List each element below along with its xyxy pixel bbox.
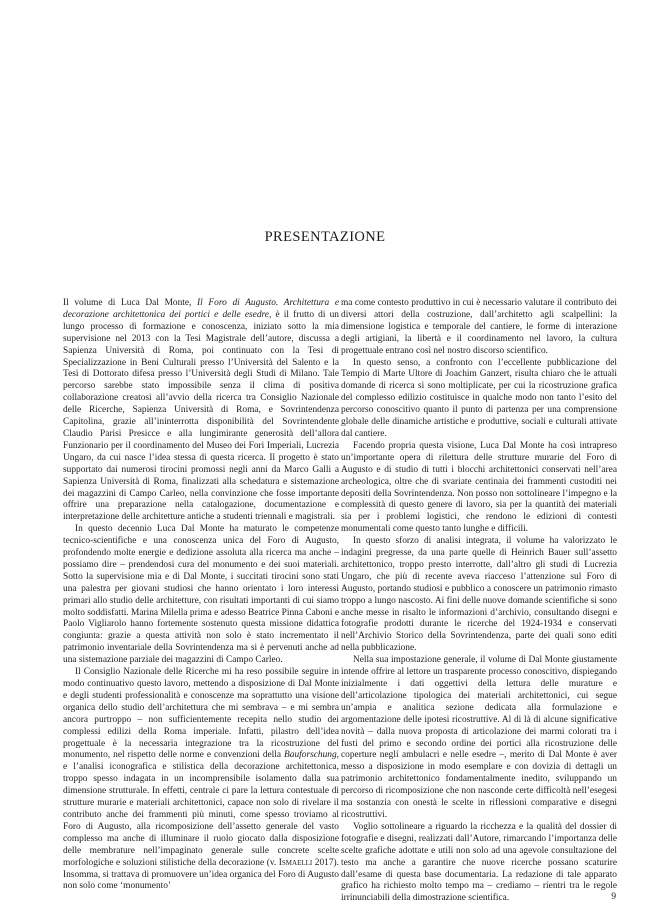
- paragraph: Facendo propria questa visione, Luca Dal Monte ha così intrapreso un’importante opera di rilettura delle strutture murarie del Foro di Augusto e di studio di tutti i blocchi architettonici conservati nell’area archeologica, oltre che di svariate centinaia dei frammenti custoditi nei depositi della Sovrintendenza. Non posso non sottolineare l’impegno e la complessità di questo genere di lavoro, sia per la quantità dei materiali sia per i problemi logistici, che rendono le edizioni di contesti monumentali come questo tanto lunghe e difficili.: [341, 440, 617, 535]
- book-title: Il Foro di Augusto. Architettura e decorazione architettonica dei portici e delle esedre: [63, 298, 340, 320]
- text-run: , è il frutto di un lungo processo di formazione e conoscenza, iniziato sotto la mia supervisione nel 2013 con la Tesi Magistrale dell’autore, discussa a Sapienza Università di Roma, poi continuato con la Tesi di Specializzazione in Beni Culturali presso l’Università del Salento e la Tesi di Dottorato difesa presso l’Università degli Studi di Milano. Tale percorso sarebbe stato impossibile senza il clima di positiva collaborazione creatosi all’avvio della ricerca tra Consiglio Nazionale delle Ricerche, Sapienza Università di Roma, e Sovrintendenza Capitolina, grazie all’ininterrotta disponibilità del Sovrintendente Claudio Parisi Presicce e alla lungimirante generosità dell’allora Funzionario per il coordinamento del Museo dei Fori Imperiali, Lucrezia Ungaro, da cui nasce l’idea stessa di questa ricerca. Il progetto è stato supportato dai numerosi tirocini promossi negli anni da Marco Galli a Sapienza Università di Roma, finalizzati alla schedatura e sistemazione dei magazzini di Campo Carleo, nella convinzione che fosse importante offrire una preparazione nella catalogazione, documentazione e interpretazione delle architetture antiche a studenti triennali e magistrali.: [63, 309, 339, 523]
- right-column: [341, 298, 617, 905]
- page-title: PRESENTAZIONE: [264, 229, 386, 245]
- text-run: Il volume di Luca Dal Monte,: [63, 298, 198, 308]
- paragraph: [63, 298, 339, 524]
- paragraph: In questo decennio Luca Dal Monte ha maturato le competenze tecnico-scientifiche e una conoscenza unica del Foro di Augusto, profondendo molte energie e dedizione assoluta alla ricerca ma anche – possiamo dire – prendendosi cura del monumento e dei suoi materiali. Sotto la supervisione mia e di Dal Monte, i succitati tirocini sono stati una palestra per giovani studiosi che hanno orientato i loro interessi primari allo studio delle architetture, con risultati importanti di cui siamo molto soddisfatti. Marina Milella prima e adesso Beatrice Pinna Caboni e Paolo Vigliarolo hanno fortemente sostenuto questa missione didattica congiunta: grazie a questa attività non solo è stato incrementato il patrimonio inventariale della Sovrintendenza ma si è pervenuti anche ad una sistemazione parziale dei magazzini di Campo Carleo.: [63, 524, 339, 666]
- citation-author: Ismaelli: [278, 857, 313, 868]
- italic-term: Bauforschung: [284, 750, 337, 761]
- page-number: 9: [611, 891, 616, 902]
- paragraph: In questo senso, a confronto con l’eccellente pubblicazione del Tempio di Marte Ultore di Joachim Ganzert, risulta chiaro che le attuali domande di ricerca si sono moltiplicate, per cui la ricostruzione grafica del complesso edilizio costituisce in qualche modo non tanto l’esito del percorso conoscitivo quanto il punto di partenza per una comprensione globale delle dinamiche artistiche e produttive, sociali e culturali attivate dal cantiere.: [341, 357, 617, 439]
- text-run: Il Consiglio Nazionale delle Ricerche mi ha reso possibile seguire in modo continuativo questo lavoro, mettendo a disposizione di Dal Monte e degli studenti professionalità e conoscenze ma soprattutto una visione organica dello studio dell’architettura che mi sembrava – e mi sembra ancora purtroppo – non sufficientemente recepita nello studio dei complessi edilizi della Roma imperiale. Infatti, pilastro dell’idea progettuale è la necessaria integrazione tra la ricostruzione del monumento, nel rispetto delle norme e convenzioni della: [63, 667, 339, 761]
- left-column: [63, 298, 339, 893]
- text-run: 2017). Insomma, si trattava di promuovere un’idea organica del Foro di Augusto non solo come ‘monumento’: [63, 857, 339, 892]
- paragraph: ma come contesto produttivo in cui è necessario valutare il contributo dei diversi attori della costruzione, dall’architetto agli scalpellini: la dimensione logistica e temporale del cantiere, le forme di interazione degli artigiani, la libertà e il coordinamento nel lavoro, la cultura progettuale entrano così nel nostro discorso scientifico.: [341, 298, 617, 356]
- text-run: , e l’analisi iconografica e stilistica della decorazione architettonica, troppo spesso indagata in un incomprensibile isolamento dalla sua dimensione strutturale. In effetti, centrale ci pare la lettura contestuale di strutture murarie e materiali architettonici, capace non solo di rivelare il contributo anche dei frammenti più minuti, come spesso troviamo al Foro di Augusto, alla ricomposizione dell’assetto generale del vasto complesso ma anche di illuminare il ruolo giocato dalla disposizione delle membrature nell’impaginato generale sulle concrete scelte morfologiche e soluzioni stilistiche della decorazione (v.: [63, 750, 339, 868]
- paragraph: [63, 667, 339, 893]
- paragraph: Voglio sottolineare a riguardo la ricchezza e la qualità del dossier di fotografie e disegni, realizzati dall’Autore, rimarcando l’importanza delle scelte grafiche adottate e utili non solo ad una agevole consultazione del testo ma anche a garantire che nuove ricerche possano scaturire dall’esame di questa base documentaria. La redazione di tale apparato grafico ha richiesto molto tempo ma – crediamo – rientri tra le regole irrinunciabili della dimostrazione scientifica.: [341, 821, 617, 904]
- paragraph: Nella sua impostazione generale, il volume di Dal Monte giustamente intende offrire al lettore un trasparente processo conoscitivo, dispiegando inizialmente i dati oggettivi della lettura delle murature e dell’articolazione tipologica dei materiali architettonici, cui segue un’ampia e analitica sezione dedicata alla formulazione e argomentazione delle ipotesi ricostruttive. Al di là di alcune significative novità – dalla nuova proposta di articolazione dei marmi colorati tra i fusti del primo e secondo ordine dei portici alla ricostruzione delle coperture negli ambulacri e nelle esedre –, merito di Dal Monte è aver messo a disposizione in modo esemplare e con dovizia di dettagli un patrimonio architettonico fondamentalmente inedito, sviluppando un percorso di ricomposizione che non nasconde certe difficoltà nell’esegesi ma sostanzia con onestà le scelte in riflessioni comparative e disegni ricostruttivi.: [341, 655, 617, 820]
- paragraph: In questo sforzo di analisi integrata, il volume ha valorizzato le indagini pregresse, da una parte quelle di Heinrich Bauer sull’assetto architettonico, troppo presto interrotte, dall’altro gli studi di Lucrezia Ungaro, che più di recente aveva riacceso l’attenzione sul Foro di Augusto, portando studiosi e pubblico a conoscere un patrimonio rimasto troppo a lungo nascosto. Ai fini delle nuove domande scientifiche si sono anche messe in risalto le informazioni d’archivio, consultando disegni e fotografie prodotti durante le ricerche del 1924-1934 e conservati nell’Archivio Storico della Sovrintendenza, parte dei quali sono editi nella pubblicazione.: [341, 536, 617, 654]
